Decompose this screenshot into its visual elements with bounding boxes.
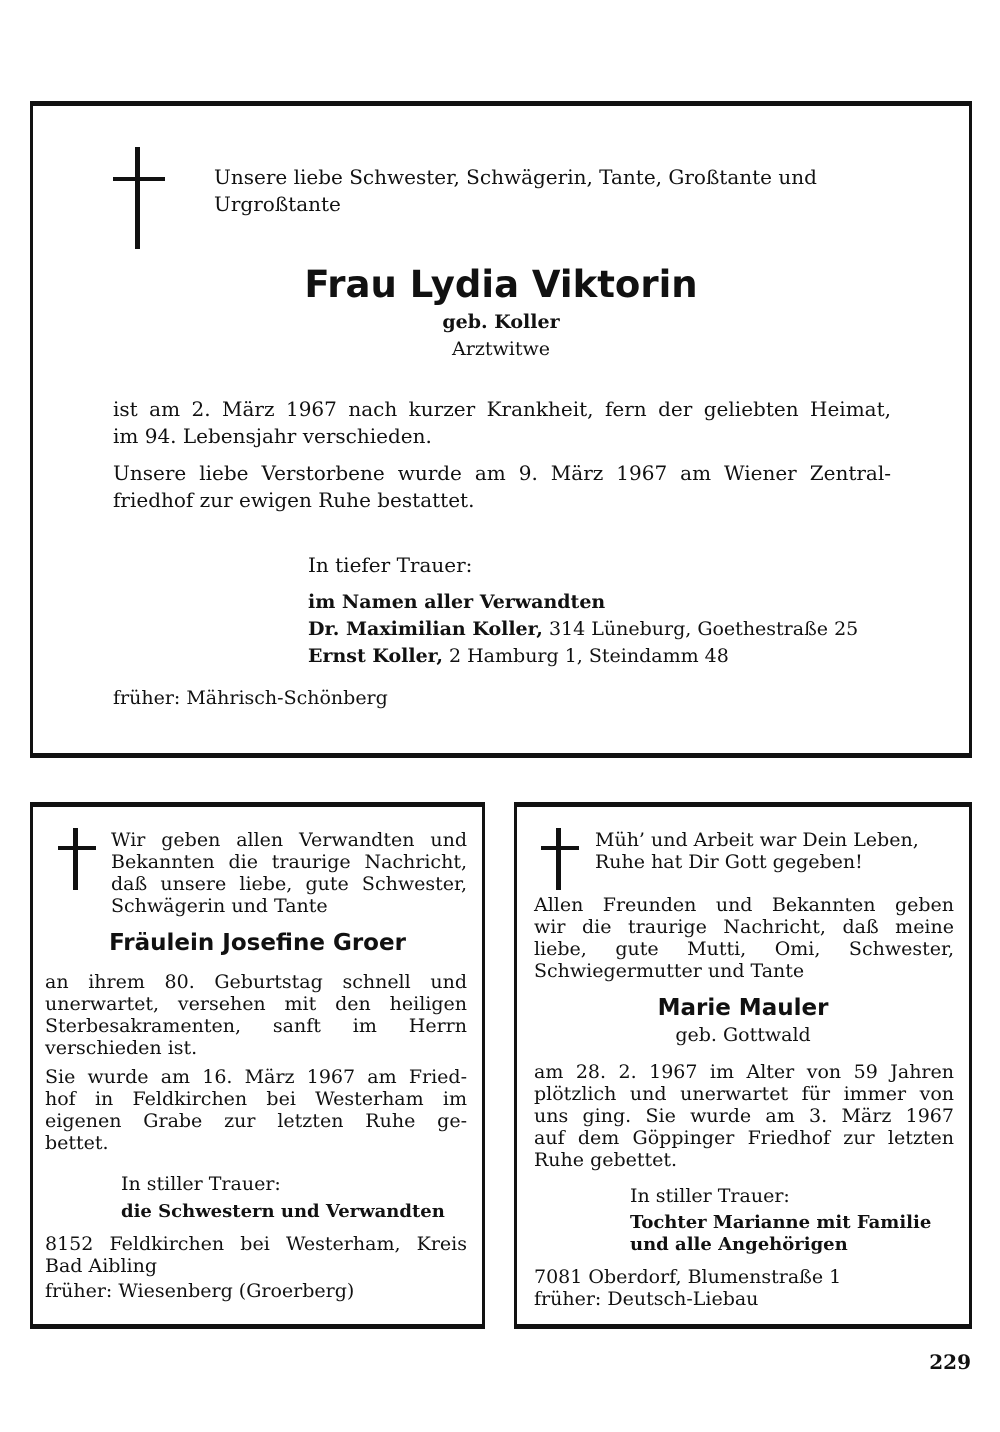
intro-line: Allen Freunden und Bekannten geben	[534, 894, 954, 916]
verse-line-1: Müh’ und Arbeit war Dein Leben,	[595, 829, 919, 851]
cross-icon	[541, 828, 579, 890]
intro-line: Bekannten die traurige Nachricht,	[111, 851, 467, 873]
verse-line-2: Ruhe hat Dir Gott gegeben!	[595, 851, 863, 873]
body2-line: Sie wurde am 16. März 1967 am Fried-	[45, 1066, 467, 1088]
former-residence: früher: Deutsch-Liebau	[534, 1288, 759, 1310]
body2-line: eigenen Grabe zur letzten Ruhe ge-	[45, 1110, 467, 1132]
address-line-2: Bad Aibling	[45, 1255, 158, 1277]
deceased-title: Arztwitwe	[452, 338, 550, 360]
mourner-1-address: 314 Lüneburg, Goethestraße 25	[548, 618, 859, 640]
intro-line: Schwägerin und Tante	[111, 895, 328, 917]
mourning-heading: In tiefer Trauer:	[308, 553, 473, 577]
mourner-2	[308, 645, 729, 667]
body1-line: verschieden ist.	[45, 1037, 198, 1059]
cross-icon	[113, 147, 165, 249]
intro-line: wir die traurige Nachricht, daß meine	[534, 916, 954, 938]
body-line: plötzlich und unerwartet für immer von	[534, 1083, 954, 1105]
body1-line: an ihrem 80. Geburtstag schnell und	[45, 971, 467, 993]
body-line: auf dem Göppinger Friedhof zur letzten	[534, 1127, 954, 1149]
body2-line: hof in Feldkirchen bei Westerham im	[45, 1088, 467, 1110]
former-residence: früher: Wiesenberg (Groerberg)	[45, 1280, 355, 1302]
mourner-1	[308, 618, 858, 640]
maiden-name: geb. Gottwald	[675, 1024, 811, 1046]
body1-line-1: ist am 2. März 1967 nach kurzer Krankheit, fern der geliebten Heimat,	[113, 397, 891, 421]
intro-line: Schwiegermutter und Tante	[534, 960, 805, 982]
mourner-2-address: 2 Hamburg 1, Steindamm 48	[448, 645, 729, 667]
intro-line: daß unsere liebe, gute Schwester,	[111, 873, 467, 895]
address-line-1: 8152 Feldkirchen bei Westerham, Kreis	[45, 1233, 467, 1255]
notice-lydia-viktorin	[30, 101, 972, 758]
body2-line: bettet.	[45, 1132, 109, 1154]
body-line: Ruhe gebettet.	[534, 1149, 678, 1171]
body-line: am 28. 2. 1967 im Alter von 59 Jahren	[534, 1061, 954, 1083]
mourner-1-name: Dr. Maximilian Koller,	[308, 618, 543, 640]
on-behalf: im Namen aller Verwandten	[308, 591, 606, 613]
intro-line: liebe, gute Mutti, Omi, Schwester,	[534, 938, 954, 960]
mourner-2-name: Ernst Koller,	[308, 645, 443, 667]
body2-line-2: friedhof zur ewigen Ruhe bestattet.	[113, 488, 475, 512]
former-residence: früher: Mährisch-Schönberg	[113, 687, 388, 709]
intro-line-2: Urgroßtante	[214, 192, 341, 216]
body-line: uns ging. Sie wurde am 3. März 1967	[534, 1105, 954, 1127]
cross-icon	[58, 828, 96, 890]
intro-line: Wir geben allen Verwandten und	[111, 829, 467, 851]
maiden-name: geb. Koller	[442, 311, 560, 333]
mourning-heading: In stiller Trauer:	[630, 1185, 790, 1207]
notice-josefine-groer	[30, 802, 485, 1329]
page-number: 229	[929, 1350, 971, 1374]
deceased-name: Fräulein Josefine Groer	[109, 930, 406, 956]
deceased-name: Frau Lydia Viktorin	[304, 263, 698, 306]
intro-line-1: Unsere liebe Schwester, Schwägerin, Tante, Großtante und	[214, 165, 817, 189]
body1-line-2: im 94. Lebensjahr verschieden.	[113, 424, 432, 448]
notice-marie-mauler	[514, 802, 972, 1329]
body1-line: unerwartet, versehen mit den heiligen	[45, 993, 467, 1015]
mourning-heading: In stiller Trauer:	[121, 1173, 281, 1195]
mourners-line-2: und alle Angehörigen	[630, 1234, 848, 1255]
body1-line: Sterbesakramenten, sanft im Herrn	[45, 1015, 467, 1037]
address: 7081 Oberdorf, Blumenstraße 1	[534, 1266, 842, 1288]
body2-line-1: Unsere liebe Verstorbene wurde am 9. März 1967 am Wiener Zentral-	[113, 461, 891, 485]
mourners: die Schwestern und Verwandten	[121, 1201, 445, 1222]
mourners-line-1: Tochter Marianne mit Familie	[630, 1212, 932, 1233]
deceased-name: Marie Mauler	[657, 995, 829, 1021]
